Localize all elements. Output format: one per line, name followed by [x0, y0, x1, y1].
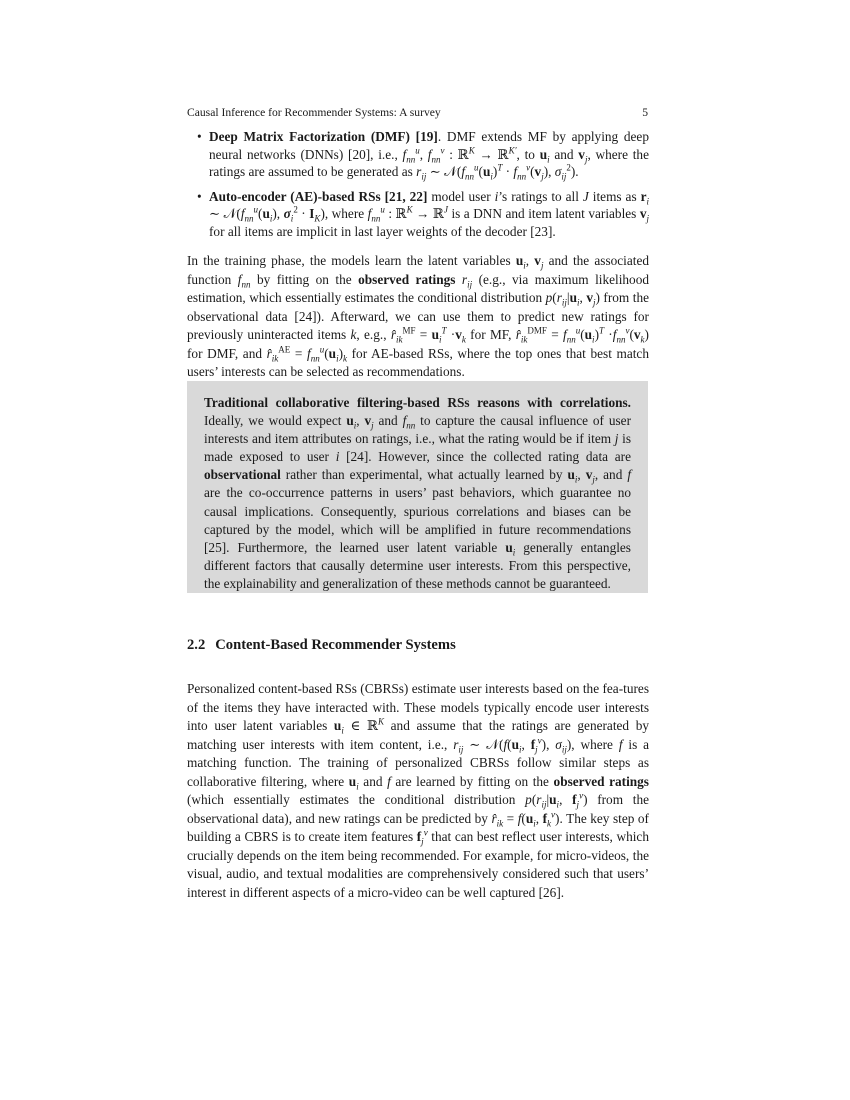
highlight-box-title: Traditional collaborative filtering-based RSs reasons with correlations. — [204, 395, 631, 410]
section-heading — [187, 637, 456, 654]
running-header — [187, 106, 648, 119]
bullet-lead-ae: Auto-encoder (AE)-based RSs [21, 22] — [209, 188, 428, 204]
list-item: • Auto-encoder (AE)-based RSs [21, 22] model user i’s ratings to all J items as $r_i$ ∼ $𝒩(f_{nn}^u(u_i)$, $\sigma_i^2 \cdot I_K$), where $f_{nn}^u$ : ℝ$^K$ → ℝ$^J$ is a DNN and item latent variables $v_j$ for all items are implicit in last layer weights of the decoder [23]. — [197, 188, 649, 239]
content-paragraph: Personalized content-based RSs (CBRSs) estimate user interests based on the fea-tures of the items they have interacted with. These models typically encode user interests into user latent variables $u_i$ ∈ ℝ$^K$ and assume that the ratings are generated by matching user interests with item content, i.e., $r_{ij}$ ∼ $𝒩(f(u_i$, $f_j^v$), $\sigma_{ij}$), where f is a matching function. The training of personalized CBRSs follow similar steps as collaborative filtering, where $u_i$ and f are learned by fitting on the observed ratings (which essentially estimates the conditional distribution $p(r_{ij}|u_i$, $f_j^v$) from the observational data), and new ratings can be predicted by $r̂_{ik} = f(u_i$, $f_k^v$). The key step of building a CBRS is to create item features $f_j^v$ that can best reflect user interests, which crucially depends on the item being recommended. For example, for micro-videos, the visual, audio, and textual modalities are comprehensively considered such that users’ interest in different aspects of a micro-video can be well captured [26]. — [187, 681, 650, 900]
content-paragraph-block — [187, 680, 649, 902]
highlight-box-text: Traditional collaborative filtering-based RSs reasons with correlations. Ideally, we would expect $u_i$, $v_j$ and $f_{nn}$ to capture the causal influence of user interests and item attributes on ratings, i.e., what the rating would be if item j is made exposed to user i [24]. However, since the collected rating data are observational rather than experimental, what actually learned by $u_i$, $v_j$, and f are the co-occurrence patterns in users’ past behaviors, which guarantee no causal implications. Consequently, spurious correlations and biases can be captured by the model, which will be amplified in future recommendations [25]. Furthermore, the learned user latent variable $u_i$ generally entangles different factors that causally determine user interests. From this perspective, the explainability and generalization of these methods cannot be guaranteed. — [204, 395, 632, 591]
section-title: Content-Based Recommender Systems — [215, 637, 456, 653]
page-number: 5 — [642, 106, 648, 119]
bullet-lead-dmf: Deep Matrix Factorization (DMF) [19] — [209, 129, 438, 144]
training-paragraph: In the training phase, the models learn the latent variables $u_i$, $v_j$ and the associated function $f_{nn}$ by fitting on the observed ratings $r_{ij}$ (e.g., via maximum likelihood estimation, which essentially estimates the conditional distribution $p(r_{ij}|u_i$, $v_j$) from the observational data [24]). Afterward, we can use them to predict new ratings for previously uninteracted items k, e.g., $r̂_{ik}^{MF} = u_i^T \cdot v_k$ for MF, $r̂_{ik}^{DMF} = f_{nn}^u(u_i)^T \cdot f_{nn}^v(v_k)$ for DMF, and $r̂_{ik}^{AE} = f_{nn}^u(u_i)_k$ for AE-based RSs, where the top ones that best match users’ interests can be selected as recommendations. — [187, 253, 650, 379]
training-paragraph-block — [187, 252, 649, 382]
running-title: Causal Inference for Recommender Systems: A survey — [187, 106, 441, 119]
model-bullet-list — [187, 128, 649, 247]
section-number: 2.2 — [187, 637, 206, 653]
highlight-box — [187, 381, 648, 593]
list-item: • Deep Matrix Factorization (DMF) [19]. DMF extends MF by applying deep neural networks (DNNs) [20], i.e., $f_{nn}^u$, $f_{nn}^v$ : ℝ$^K$ → ℝ$^{K'}$, to $u_i$ and $v_j$, where the ratings are assumed to be generated as $r_{ij}$ ∼ $𝒩(f_{nn}^u(u_i)^T \cdot f_{nn}^v(v_j)$, $\sigma_{ij}^2$). — [197, 129, 649, 182]
